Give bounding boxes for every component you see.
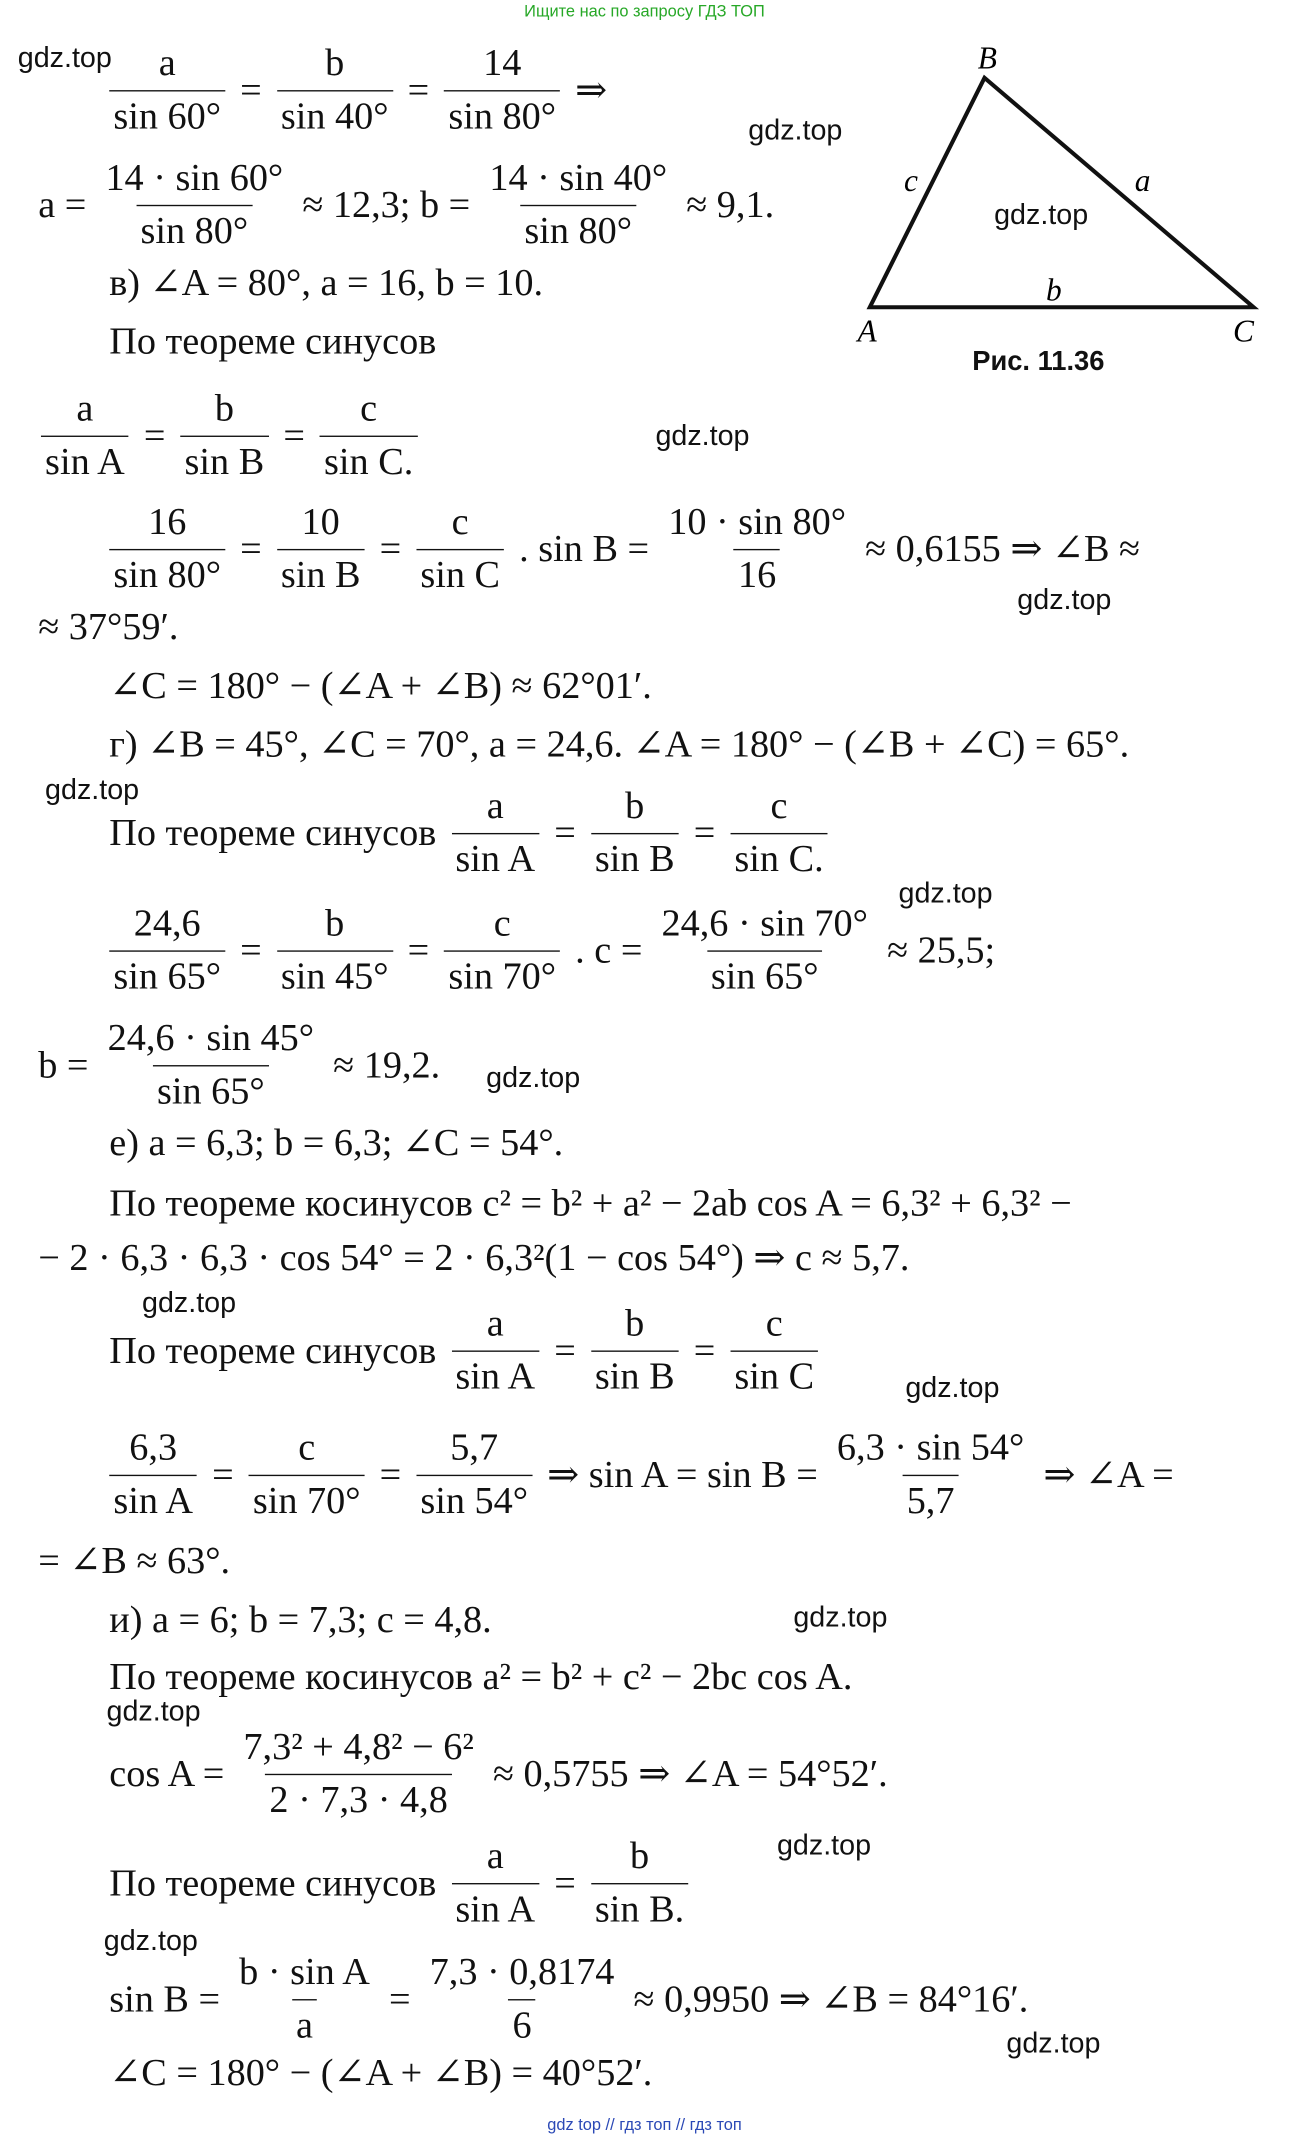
- line-2: [38, 156, 774, 256]
- denominator: a: [292, 1999, 317, 2050]
- fraction: [101, 156, 287, 256]
- denominator: sin 65°: [707, 950, 823, 1001]
- numerator: c: [765, 1302, 783, 1346]
- text: ≈ 9,1.: [686, 183, 775, 226]
- line-12: [38, 1016, 440, 1116]
- fraction: [104, 1016, 319, 1116]
- line-7: ≈ 37°59′.: [38, 606, 179, 649]
- watermark: gdz.top: [1017, 584, 1112, 616]
- denominator: sin C: [416, 549, 504, 600]
- numerator: 24,6 · sin 45°: [107, 1017, 315, 1060]
- operator: =: [693, 1329, 716, 1372]
- denominator: sin B.: [591, 1883, 688, 1934]
- text: По теореме синусов: [109, 1329, 437, 1372]
- fraction: [591, 1301, 679, 1401]
- numerator: 24,6: [133, 902, 201, 945]
- fraction: [451, 1834, 539, 1934]
- fraction: [591, 784, 679, 884]
- text: По теореме синусов: [109, 811, 437, 855]
- side-b-label: b: [1045, 272, 1062, 308]
- numerator: 6,3: [129, 1426, 178, 1470]
- operator: =: [240, 929, 262, 972]
- operator: =: [283, 414, 305, 457]
- text: ≈ 0,9950 ⇒ ∠B = 84°16′.: [633, 1977, 1029, 2021]
- denominator: sin A: [109, 1475, 197, 1526]
- line-19: и) a = 6; b = 7,3; c = 4,8.: [109, 1599, 492, 1642]
- operator: =: [554, 811, 576, 855]
- operator: =: [143, 414, 166, 457]
- numerator: c: [770, 785, 788, 828]
- watermark: gdz.top: [793, 1601, 888, 1634]
- operator: =: [388, 1977, 411, 2021]
- line-21: [109, 1725, 887, 1825]
- fraction: [41, 386, 129, 486]
- denominator: sin 80°: [136, 205, 252, 256]
- line-14: По теореме косинусов c² = b² + a² − 2ab cos A = 6,3² + 6,3² −: [109, 1182, 1072, 1225]
- denominator: sin 60°: [109, 90, 225, 141]
- fraction: [239, 1725, 478, 1825]
- operator: ⇒: [575, 68, 608, 112]
- numerator: 14: [483, 42, 522, 85]
- watermark: gdz.top: [1006, 2027, 1101, 2060]
- fraction: [249, 1426, 365, 1526]
- numerator: 6,3 · sin 54°: [836, 1426, 1025, 1470]
- operator: =: [554, 1861, 576, 1905]
- numerator: 14 · sin 60°: [105, 157, 284, 200]
- numerator: 10: [301, 501, 340, 544]
- operator: =: [379, 527, 402, 571]
- line-20: По теореме косинусов a² = b² + c² − 2bc cos A.: [109, 1656, 853, 1699]
- fraction: [833, 1426, 1029, 1526]
- line-1: [104, 41, 607, 141]
- line-13: е) a = 6,3; b = 6,3; ∠C = 54°.: [109, 1122, 564, 1165]
- numerator: b: [214, 387, 234, 431]
- numerator: 7,3² + 4,8² − 6²: [243, 1725, 474, 1769]
- operator: =: [554, 1329, 576, 1372]
- text: По теореме синусов: [109, 1861, 437, 1905]
- operator: =: [407, 929, 430, 972]
- operator: =: [212, 1453, 234, 1496]
- line-8: ∠C = 180° − (∠A + ∠B) ≈ 62°01′.: [109, 664, 652, 708]
- numerator: a: [158, 42, 176, 85]
- numerator: 16: [148, 501, 187, 544]
- denominator: sin 80°: [444, 90, 560, 141]
- operator: =: [693, 811, 716, 855]
- numerator: a: [486, 785, 504, 828]
- fraction: [485, 156, 671, 256]
- line-22: [109, 1834, 693, 1934]
- text: ≈ 25,5;: [887, 929, 996, 972]
- operator: =: [240, 68, 262, 112]
- watermark: gdz.top: [905, 1372, 1000, 1404]
- watermark: gdz.top: [17, 42, 112, 74]
- watermark: gdz.top: [748, 114, 843, 147]
- triangle-figure: [847, 41, 1270, 355]
- numerator: 14 · sin 40°: [489, 157, 668, 200]
- numerator: b: [325, 902, 345, 945]
- fraction: [591, 1834, 688, 1934]
- line-10: [109, 784, 833, 884]
- numerator: c: [298, 1426, 316, 1470]
- denominator: sin 54°: [416, 1475, 532, 1526]
- text: ≈ 12,3; b =: [302, 183, 471, 226]
- line-4: По теореме синусов: [109, 320, 437, 364]
- fraction: [235, 1950, 374, 2050]
- fraction: [320, 386, 417, 486]
- denominator: sin B: [277, 549, 365, 600]
- line-15: − 2 · 6,3 · 6,3 · cos 54° = 2 · 6,3²(1 − cos 54°) ⇒ c ≈ 5,7.: [38, 1237, 910, 1280]
- text: sin B =: [109, 1977, 221, 2021]
- numerator: 24,6 · sin 70°: [661, 902, 868, 945]
- text: a =: [38, 183, 87, 226]
- denominator: sin A: [451, 1350, 539, 1401]
- text: ≈ 19,2.: [333, 1043, 441, 1087]
- denominator: 16: [734, 549, 780, 600]
- operator: =: [407, 68, 430, 112]
- numerator: a: [76, 387, 94, 431]
- denominator: sin 65°: [153, 1065, 269, 1116]
- denominator: sin B: [591, 833, 679, 884]
- fraction: [451, 1301, 539, 1401]
- line-23: [109, 1950, 1028, 2050]
- fraction: [451, 784, 539, 884]
- denominator: sin 40°: [277, 90, 393, 141]
- denominator: sin C.: [730, 833, 827, 884]
- text: ⇒ sin A = sin B =: [547, 1453, 818, 1496]
- denominator: 2 · 7,3 · 4,8: [265, 1774, 452, 1825]
- vertex-b-label: B: [977, 40, 997, 76]
- text: ⇒ ∠A =: [1043, 1453, 1174, 1496]
- fraction: [109, 41, 225, 141]
- denominator: sin 80°: [520, 205, 636, 256]
- denominator: sin C: [730, 1350, 818, 1401]
- top-banner[interactable]: Ищите нас по запросу ГДЗ ТОП: [524, 1, 765, 21]
- line-3: в) ∠A = 80°, a = 16, b = 10.: [109, 262, 544, 305]
- fraction: [109, 1426, 197, 1526]
- numerator: b: [625, 1302, 645, 1346]
- side-c-label: c: [903, 163, 918, 199]
- numerator: c: [493, 902, 511, 945]
- fraction: [109, 901, 225, 1001]
- text: . sin B =: [519, 527, 650, 571]
- fraction: [277, 901, 393, 1001]
- operator: =: [379, 1453, 402, 1496]
- fraction: [277, 500, 365, 600]
- vertex-a-label: A: [857, 313, 877, 349]
- denominator: 5,7: [903, 1475, 959, 1526]
- watermark: gdz.top: [776, 1829, 872, 1862]
- denominator: sin 65°: [109, 950, 225, 1001]
- numerator: c: [451, 501, 469, 544]
- fraction: [730, 1301, 818, 1401]
- line-6: [104, 500, 1140, 600]
- numerator: 5,7: [450, 1426, 499, 1470]
- line-9: г) ∠B = 45°, ∠C = 70°, a = 24,6. ∠A = 180° − (∠B + ∠C) = 65°.: [109, 723, 1130, 767]
- denominator: sin 70°: [444, 950, 560, 1001]
- watermark: gdz.top: [142, 1287, 237, 1320]
- numerator: c: [360, 387, 378, 431]
- line-18: = ∠B ≈ 63°.: [38, 1540, 231, 1583]
- watermark: gdz.top: [103, 1925, 198, 1957]
- denominator: sin B: [180, 436, 268, 487]
- denominator: sin A: [451, 1883, 539, 1934]
- fraction: [444, 41, 560, 141]
- watermark: gdz.top: [655, 420, 750, 452]
- fraction: [416, 500, 504, 600]
- fraction: [730, 784, 827, 884]
- text: cos A =: [109, 1752, 225, 1795]
- text: . c =: [575, 929, 643, 972]
- denominator: sin A: [41, 436, 129, 487]
- fraction: [664, 500, 850, 600]
- denominator: sin 45°: [277, 950, 393, 1001]
- watermark: gdz.top: [45, 774, 140, 806]
- numerator: a: [486, 1835, 504, 1878]
- denominator: sin C.: [320, 436, 417, 487]
- numerator: b: [625, 785, 645, 828]
- numerator: b: [629, 1835, 650, 1878]
- line-24: ∠C = 180° − (∠A + ∠B) = 40°52′.: [109, 2052, 653, 2095]
- vertex-c-label: C: [1233, 313, 1254, 349]
- watermark: gdz.top: [486, 1062, 581, 1094]
- watermark: gdz.top: [106, 1695, 201, 1728]
- fraction: [277, 41, 393, 141]
- line-5: [36, 386, 423, 486]
- fraction: [657, 901, 872, 1001]
- operator: =: [240, 527, 262, 571]
- fraction: [180, 386, 268, 486]
- denominator: sin 70°: [249, 1475, 365, 1526]
- text: ≈ 0,6155 ⇒ ∠B ≈: [865, 527, 1141, 571]
- line-17: [104, 1426, 1174, 1526]
- denominator: 6: [508, 1999, 535, 2050]
- bottom-banner[interactable]: gdz top // гдз топ // гдз топ: [547, 2115, 742, 2135]
- numerator: b: [325, 42, 345, 85]
- denominator: sin A: [451, 833, 539, 884]
- side-a-label: a: [1134, 163, 1151, 199]
- text: b =: [38, 1043, 89, 1087]
- numerator: 10 · sin 80°: [668, 501, 846, 544]
- figure-caption: Рис. 11.36: [972, 346, 1105, 377]
- numerator: a: [486, 1302, 504, 1346]
- denominator: sin 80°: [109, 549, 225, 600]
- text: ≈ 0,5755 ⇒ ∠A = 54°52′.: [492, 1752, 888, 1795]
- fraction: [109, 500, 225, 600]
- fraction: [444, 901, 560, 1001]
- numerator: b · sin A: [239, 1951, 370, 1994]
- watermark: gdz.top: [994, 199, 1089, 231]
- fraction: [416, 1426, 532, 1526]
- watermark: gdz.top: [898, 878, 993, 910]
- denominator: sin B: [591, 1350, 679, 1401]
- line-11: [104, 901, 995, 1001]
- fraction: [426, 1950, 619, 2050]
- numerator: 7,3 · 0,8174: [429, 1951, 615, 1994]
